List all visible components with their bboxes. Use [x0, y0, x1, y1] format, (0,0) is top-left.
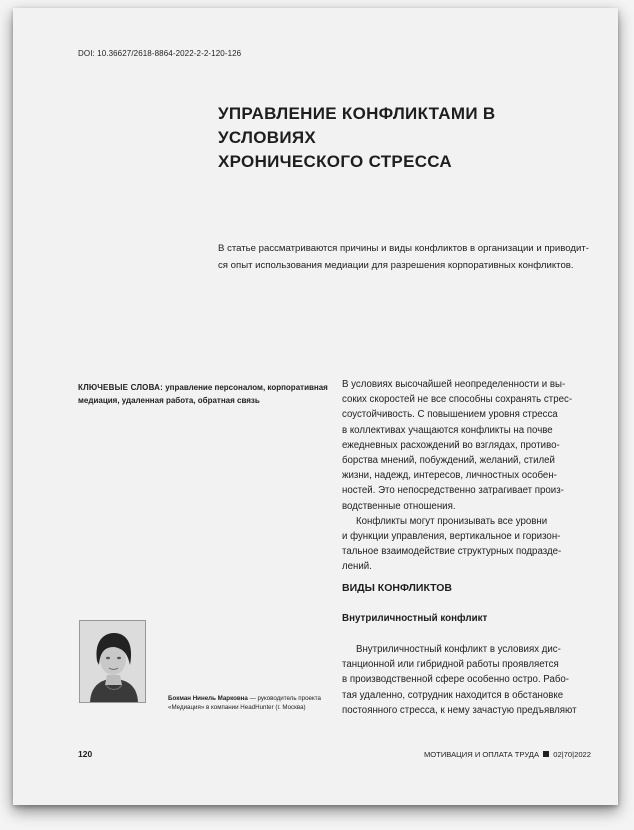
title-line-2: ХРОНИЧЕСКОГО СТРЕССА: [218, 152, 453, 171]
journal-footer: [424, 750, 591, 759]
body-line: постоянного стресса, к нему зачастую предъявляют: [342, 704, 577, 716]
body-line: Внутриличностный конфликт в условиях дис-: [356, 644, 561, 655]
journal-issue: 02|70|2022: [553, 750, 591, 759]
abstract-line-2: ся опыт использования медиации для разрешения корпоративных конфликтов.: [218, 260, 574, 271]
doi-line: DOI: 10.36627/2618-8864-2022-2-2-120-126: [78, 49, 242, 58]
body-line: тая удаленно, сотрудник находится в обстановке: [342, 689, 564, 701]
intro-paragraphs: [342, 377, 604, 575]
author-role-1: — руководитель проекта: [247, 695, 321, 702]
journal-name: МОТИВАЦИЯ И ОПЛАТА ТРУДА: [423, 750, 540, 759]
abstract: [218, 240, 603, 274]
keywords-label: КЛЮЧЕВЫЕ СЛОВА:: [78, 383, 163, 392]
body-line: и функции управления, вертикальное и горизон-: [342, 531, 561, 543]
body-line: соустойчивость. С повышением уровня стресса: [342, 409, 558, 421]
body-line: ежедневных расхождений во взглядах, противо-: [342, 439, 560, 451]
author-role-2: «Медиация» в компании HeadHunter (г. Москва): [168, 704, 306, 711]
keywords-line-2: медиация, удаленная работа, обратная связь: [78, 396, 260, 405]
author-photo: [79, 620, 146, 703]
body-line: Конфликты могут пронизывать все уровни: [356, 515, 548, 527]
section-paragraph: [342, 642, 604, 718]
body-line: В условиях высочайшей неопределенности и вы-: [342, 379, 566, 390]
keywords-block: [78, 381, 343, 407]
keywords-line-1: управление персоналом, корпоративная: [165, 383, 328, 392]
body-line: лений.: [342, 561, 372, 573]
body-line: ностей. Это непосредственно затрагивает произ-: [342, 485, 564, 497]
body-line: жизни, надежд, интересов, личностных особен-: [342, 470, 557, 482]
subsection-heading: Внутриличностный конфликт: [342, 613, 488, 624]
body-line: танционной или гибридной работы проявляется: [342, 659, 559, 671]
section-heading: ВИДЫ КОНФЛИКТОВ: [342, 582, 453, 594]
body-line: борства мнений, побуждений, желаний, стилей: [342, 455, 555, 467]
abstract-line-1: В статье рассматриваются причины и виды конфликтов в организации и приводит-: [218, 243, 589, 254]
body-line: тальное взаимодействие структурных подразде-: [342, 546, 562, 558]
body-line: водственные отношения.: [342, 500, 456, 512]
article-title: [218, 102, 598, 174]
author-name: Бокман Нинель Марковна: [168, 695, 248, 702]
page-number: 120: [78, 749, 93, 759]
body-line: в производственной сфере особенно остро. Рабо-: [342, 674, 569, 686]
journal-page: [13, 8, 618, 805]
author-caption: [168, 694, 338, 712]
square-bullet-icon: [543, 751, 549, 757]
body-line: соких скоростей не все способны сохранять стрес-: [342, 394, 573, 406]
title-line-1: УПРАВЛЕНИЕ КОНФЛИКТАМИ В УСЛОВИЯХ: [218, 104, 496, 147]
author-portrait-icon: [80, 621, 146, 703]
body-line: в коллективах учащаются конфликты на почве: [342, 424, 553, 436]
